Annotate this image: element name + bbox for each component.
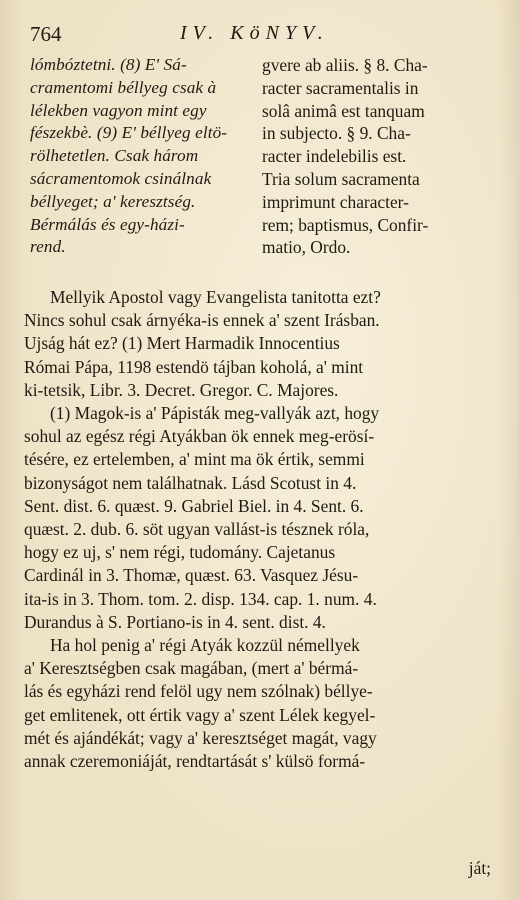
page-number: 764	[30, 22, 62, 46]
side-note-line: sácramentomok csinálnak	[30, 168, 212, 188]
body-text-line: hogy ez uj, s' nem régi, tudomány. Cajetanus	[24, 542, 336, 563]
side-note-line: solâ animâ est tanquam	[262, 100, 425, 121]
main-body-text	[24, 286, 498, 773]
body-text-line: tésére, ez ertelemben, a' mint ma ök értik, semmi	[24, 449, 365, 470]
side-note-line: fészekbè. (9) E' béllyeg eltö-	[30, 123, 228, 143]
side-note-line: racter sacramentalis in	[262, 77, 419, 98]
body-text-line: annak czeremoniáját, rendtartását s' külsö formá-	[24, 751, 366, 772]
side-note-line: Bérmálás és egy-házi-	[30, 214, 185, 234]
page-header	[30, 18, 500, 52]
running-title: IV. KöNYV.	[180, 22, 329, 44]
body-text-line: ita-is in 3. Thom. tom. 2. disp. 134. cap. 1. num. 4.	[24, 588, 377, 609]
side-note-line: racter indelebilis est.	[262, 146, 407, 167]
catchword: ját;	[468, 858, 491, 878]
side-note-line: rem; baptismus, Confir-	[262, 214, 429, 235]
body-text-line: Cardinál in 3. Thomæ, quæst. 63. Vasquez Jésu-	[24, 565, 359, 586]
side-note-line: rölhetetlen. Csak három	[30, 146, 199, 166]
side-note-line: lómbóztetni. (8) E' Sá-	[30, 55, 187, 74]
side-note-line: in subjecto. § 9. Cha-	[262, 123, 411, 144]
body-text-line: Mellyik Apostol vagy Evangelista tanitotta ezt?	[50, 287, 381, 307]
side-note-line: matio, Ordo.	[262, 237, 351, 258]
side-note-line: lélekben vagyon mint egy	[30, 100, 207, 120]
body-text-line: Római Pápa, 1198 estendö tájban koholá, a' mint	[24, 356, 364, 377]
body-text-line: sohul az egész régi Atyákban ök ennek meg-erösí-	[24, 426, 375, 447]
side-note-line: Tria solum sacramenta	[262, 168, 420, 189]
body-text-line: a' Keresztségben csak magában, (mert a' bérmá-	[24, 658, 359, 679]
side-note-line: cramentomi béllyeg csak à	[30, 77, 217, 97]
body-text-line: get emlitenek, ott értik vagy a' szent Lélek kegyel-	[24, 704, 376, 725]
side-note-line: gvere ab aliis. § 8. Cha-	[262, 55, 428, 75]
body-text-line: (1) Magok-is a' Pápisták meg-vallyák azt, hogy	[50, 403, 380, 424]
side-note-line: imprimunt character-	[262, 191, 409, 212]
body-text-line: Durandus à S. Portiano-is in 4. sent. dist. 4.	[24, 611, 326, 632]
body-text-line: ki-tetsik, Libr. 3. Decret. Gregor. C. Majores.	[24, 379, 339, 400]
body-text-line: Ujság hát ez? (1) Mert Harmadik Innocentius	[24, 333, 340, 354]
body-text-line: Sent. dist. 6. quæst. 9. Gabriel Biel. in 4. Sent. 6.	[24, 495, 364, 516]
body-text-line: Nincs sohul csak árnyéka-is ennek a' szent Irásban.	[24, 310, 380, 331]
side-note-line: béllyeget; a' keresztség.	[30, 191, 196, 211]
body-text-line: Ha hol penig a' régi Atyák kozzül némellyek	[50, 635, 360, 656]
side-note-line: rend.	[30, 237, 66, 257]
body-text-line: quæst. 2. dub. 6. söt ugyan vallást-is tésznek róla,	[24, 519, 370, 540]
body-text-line: mét és ajándékát; vagy a' keresztséget magát, vagy	[24, 727, 377, 748]
hungarian-side-note	[30, 54, 256, 259]
body-text-line: lás és egyházi rend felöl ugy nem szólnak) béllye-	[24, 681, 373, 702]
body-text-line: bizonyságot nem találhatnak. Lásd Scotust in 4.	[24, 472, 357, 493]
latin-side-note	[262, 54, 502, 259]
